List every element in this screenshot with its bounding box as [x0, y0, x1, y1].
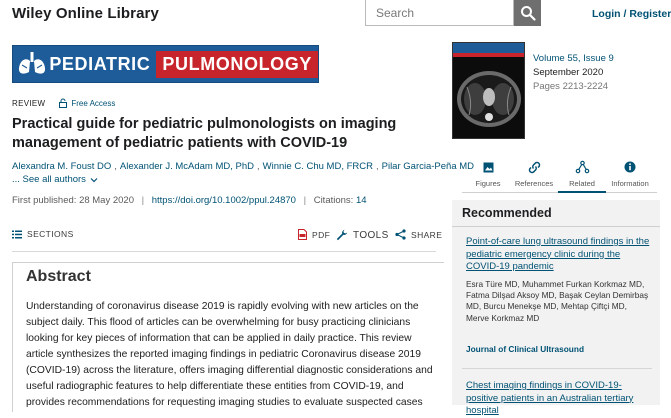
divider: |: [141, 195, 145, 206]
chevron-down-icon: [90, 177, 98, 183]
recommended-divider: [452, 226, 660, 227]
pdf-button[interactable]: [298, 229, 330, 240]
recommended-article-journal[interactable]: Journal of Clinical Ultrasound: [466, 344, 585, 354]
issue-date: September 2020: [533, 67, 604, 78]
abstract-heading: Abstract: [26, 268, 91, 285]
login-register-link[interactable]: Login / Register: [592, 8, 671, 20]
free-access-badge: [59, 98, 115, 108]
tab-figures-label: Figures: [475, 179, 501, 188]
abstract-text: Understanding of coronavirus disease 2019 is rapidly evolving with new articles on the subject daily. This flood of articles can be overwhelming for busy practicing clinicians looking for key pieces of information that can be applied in daily practice. This review article synthesizes the reported imaging findings in pediatric Coronavirus disease 2019 (COVID-19) across the literature, offers imaging differential diagnostic considerations and useful radiographic features to help differentiate these entities from COVID-19, and provides recommendations for requesting imaging studies to evaluate suspected cases: [26, 301, 433, 408]
recommended-article-link[interactable]: Chest imaging findings in COVID-19-positive patients in an Australian tertiary hospital: [466, 380, 634, 416]
author-list: [12, 161, 474, 172]
share-label: SHARE: [411, 229, 443, 240]
tools-button[interactable]: [336, 229, 389, 241]
lungs-icon: [16, 49, 47, 79]
issue-pages: Pages 2213-2224: [533, 81, 609, 92]
citations-label: Citations:: [313, 195, 354, 206]
issue-info: [533, 52, 614, 94]
tools-label: TOOLS: [353, 229, 389, 241]
tab-references-label: References: [514, 179, 554, 188]
citations-count[interactable]: 14: [355, 195, 367, 206]
share-icon: [395, 229, 406, 240]
related-icon: [576, 161, 589, 173]
see-all-authors-label: ... See all authors: [12, 174, 86, 185]
recommended-article-authors: Esra Türe MD, Muhammet Furkan Korkmaz MD, Fatma Dilşad Aksoy MD, Başak Ceylan Demirbaş MD, Burcu Menekşe MD, Mehtap Çiftçi MD, Merve Korkmaz MD: [466, 279, 649, 323]
tab-information-label: Information: [611, 179, 649, 188]
recommended-item-divider: [462, 368, 652, 369]
chest-ct-image: [453, 57, 526, 140]
unlock-icon: [59, 98, 67, 108]
list-icon: [12, 230, 22, 239]
tab-related[interactable]: [558, 153, 606, 193]
article-toolbar: [12, 223, 443, 247]
divider: |: [303, 195, 307, 206]
journal-cover-image[interactable]: [452, 42, 525, 139]
article-type-row: [12, 98, 115, 108]
author-link[interactable]: Alexander J. McAdam MD, PhD: [119, 161, 255, 172]
publication-info: [12, 195, 367, 206]
author-separator: ,: [375, 161, 379, 172]
author-link[interactable]: Alexandra M. Foust DO: [12, 161, 112, 172]
free-access-label: Free Access: [71, 98, 116, 108]
information-icon: [624, 161, 636, 173]
article-type-label: REVIEW: [12, 98, 46, 108]
first-published-label: First published:: [12, 195, 77, 206]
figures-icon: [483, 162, 494, 173]
journal-banner[interactable]: [12, 45, 319, 83]
see-all-authors-toggle[interactable]: [12, 174, 98, 185]
search-icon: [520, 5, 536, 21]
article-title: Practical guide for pediatric pulmonologists on imaging management of pediatric patients with COVID-19: [12, 116, 397, 151]
tab-information[interactable]: [606, 153, 654, 193]
references-icon: [528, 161, 541, 174]
sections-label: SECTIONS: [27, 229, 74, 239]
toolbar-divider: [12, 251, 436, 252]
author-separator: ,: [257, 161, 260, 172]
wrench-icon: [336, 229, 348, 241]
first-published-date: 28 May 2020: [79, 195, 134, 206]
sections-button[interactable]: [12, 229, 74, 239]
journal-name-part2: PULMONOLOGY: [156, 51, 318, 78]
recommended-article-link[interactable]: Point-of-care lung ultrasound findings in the pediatric emergency clinic during the COVID-19 pandemic: [466, 236, 650, 272]
side-panel-tabs: [462, 153, 657, 193]
author-link[interactable]: Pilar Garcia-Peña MD: [381, 161, 475, 172]
pdf-icon: [298, 229, 307, 240]
author-separator: ,: [114, 161, 117, 172]
search-button[interactable]: [514, 0, 541, 26]
journal-name-part1: PEDIATRIC: [49, 53, 151, 74]
pdf-label: PDF: [312, 229, 331, 240]
tab-related-label: Related: [569, 179, 595, 188]
tab-references[interactable]: [510, 153, 558, 193]
author-link[interactable]: Winnie C. Chu MD, FRCR: [262, 161, 373, 172]
share-button[interactable]: [395, 229, 442, 240]
recommended-heading: Recommended: [462, 206, 552, 220]
site-logo[interactable]: Wiley Online Library: [12, 5, 159, 22]
search-box: [365, 0, 514, 26]
search-input[interactable]: [366, 0, 513, 25]
doi-link[interactable]: https://doi.org/10.1002/ppul.24870: [151, 195, 296, 206]
volume-issue-link[interactable]: Volume 55, Issue 9: [533, 53, 614, 64]
tab-figures[interactable]: [464, 153, 512, 193]
